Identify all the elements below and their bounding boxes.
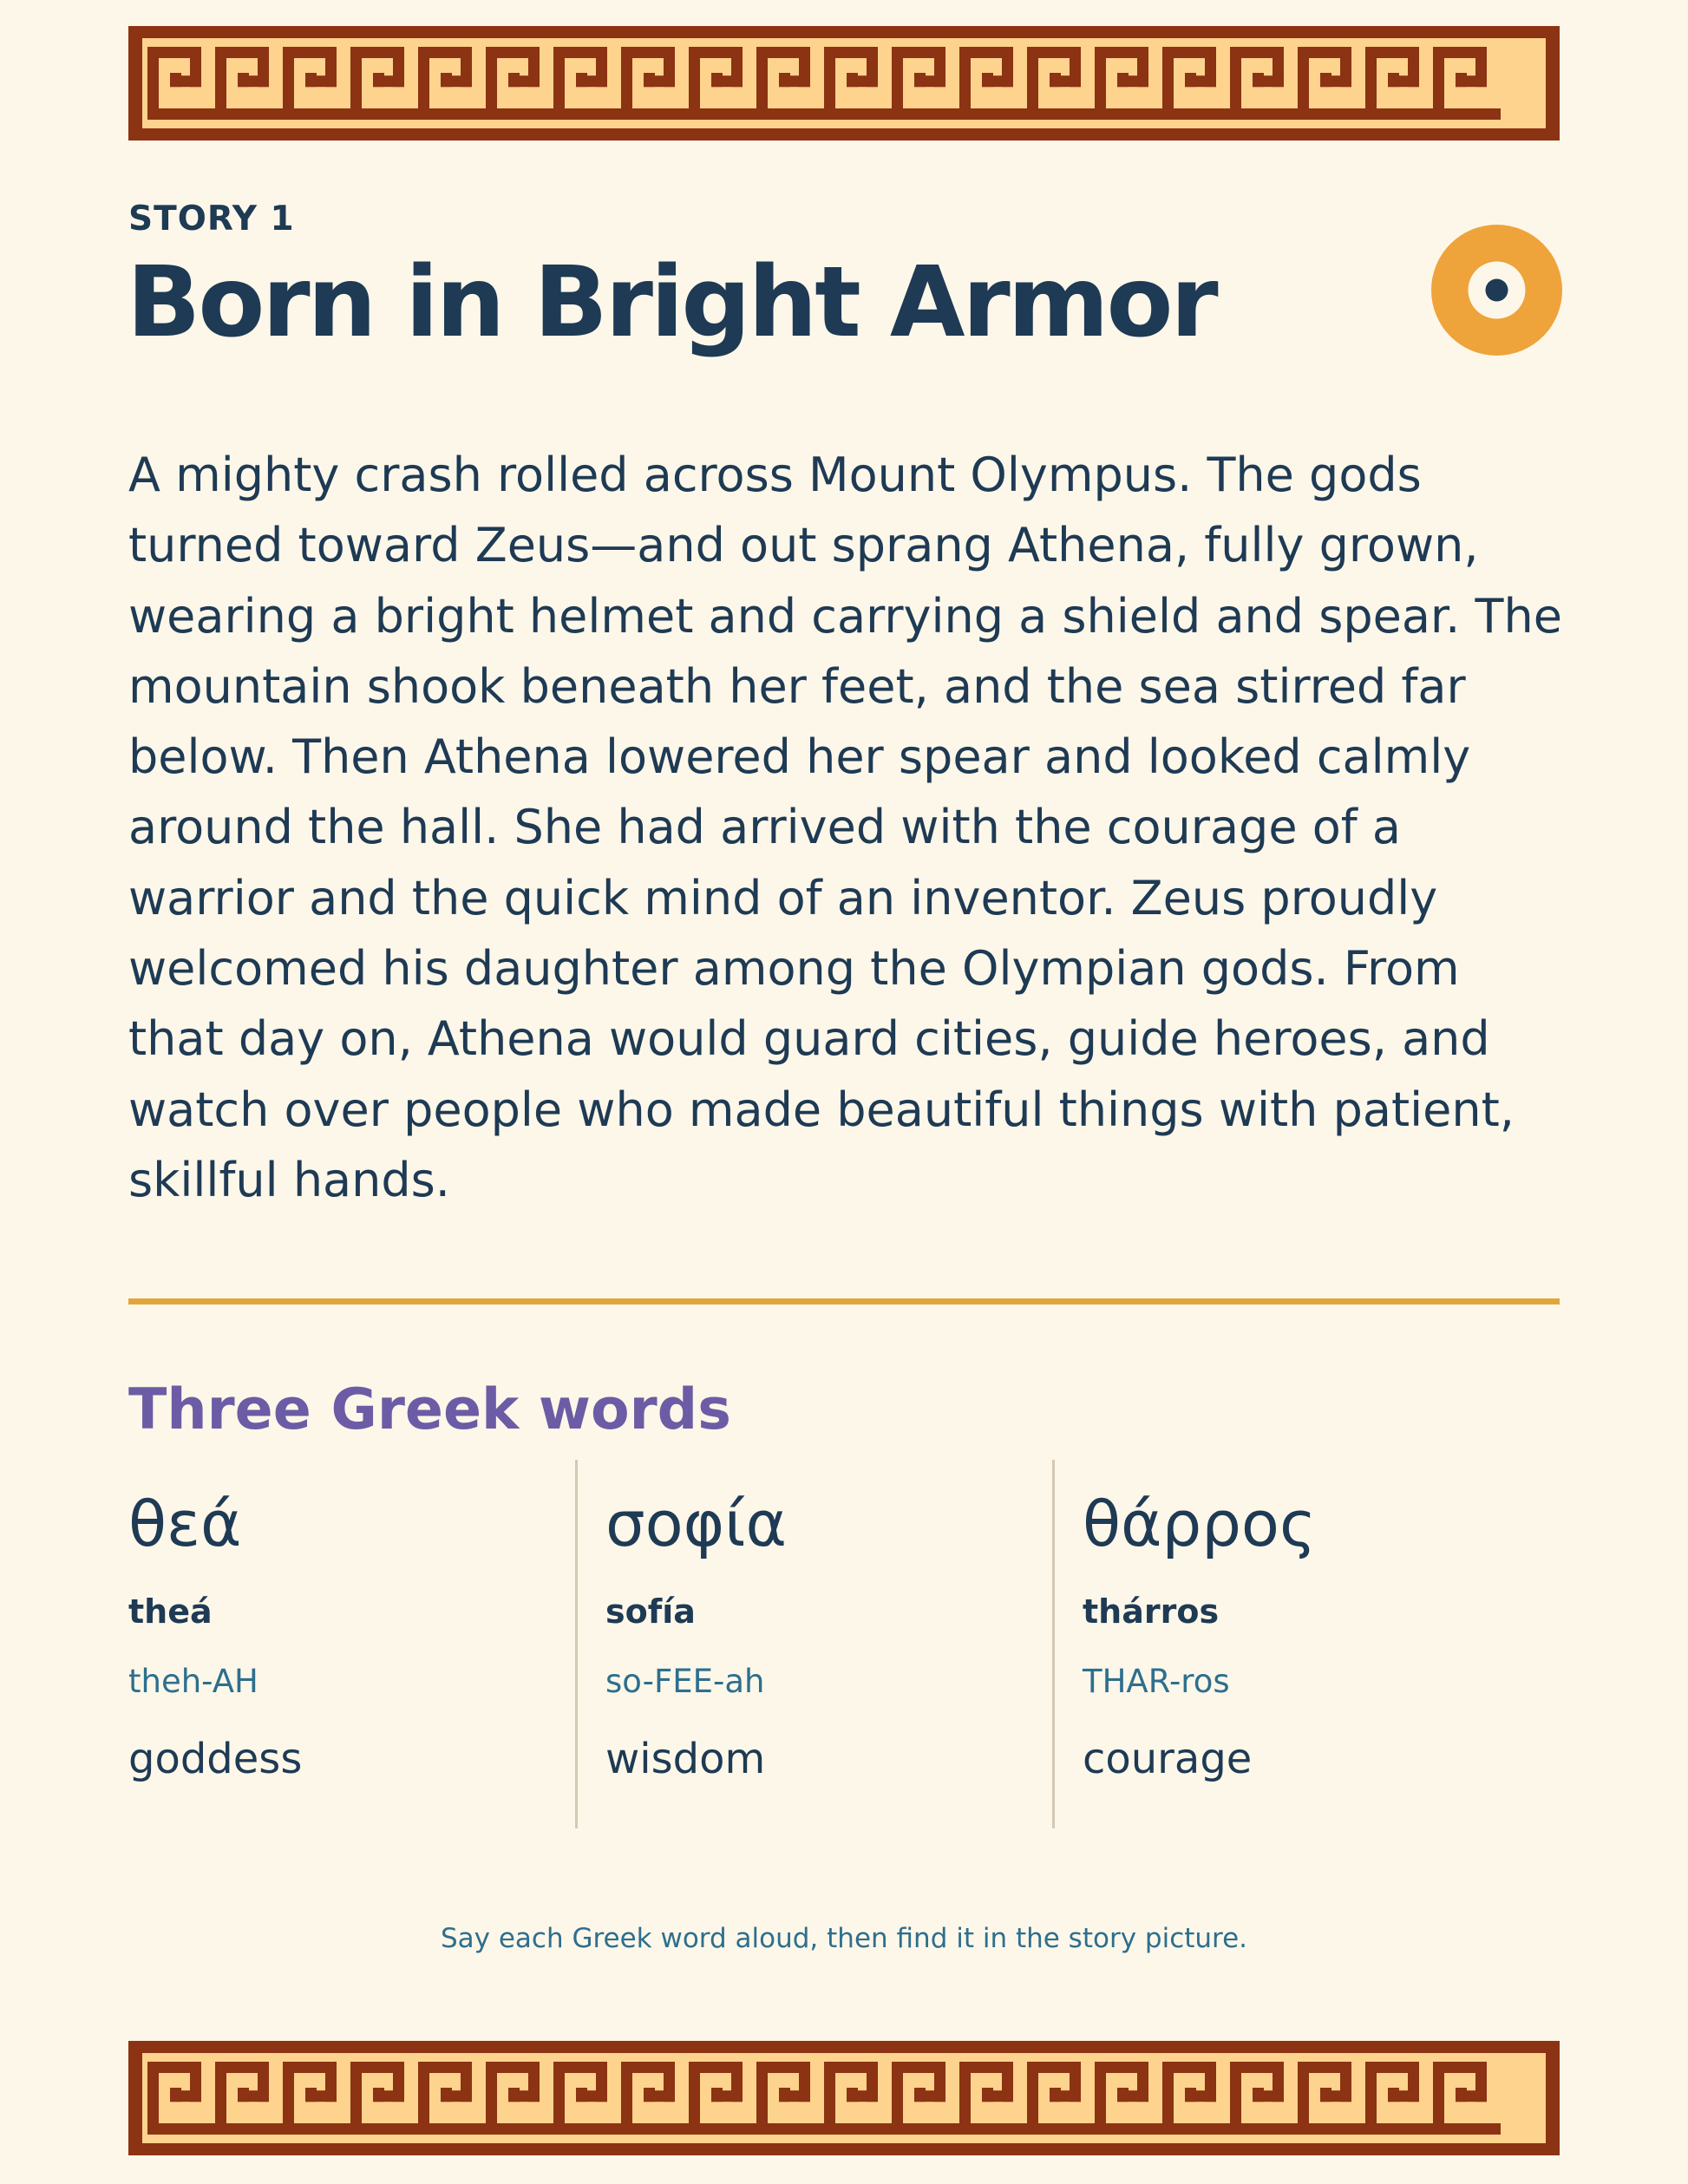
vocabulary-list: [128, 1460, 1560, 1828]
meaning: courage: [1083, 1735, 1253, 1783]
pronunciation: so-FEE-ah: [605, 1663, 765, 1700]
greek-key-border-bottom: [128, 2041, 1560, 2155]
greek-key-border-top: [128, 26, 1560, 141]
greek-word: θεά: [128, 1488, 242, 1560]
transliteration: sofía: [605, 1592, 696, 1631]
story-number: STORY 1: [128, 199, 295, 239]
transliteration: thárros: [1083, 1592, 1220, 1631]
greek-word: θάρρος: [1083, 1488, 1317, 1560]
meaning: wisdom: [605, 1735, 766, 1783]
vocabulary-heading: Three Greek words: [128, 1377, 731, 1442]
story-title: Born in Bright Armor: [127, 246, 1216, 359]
story-text: A mighty crash rolled across Mount Olympus. The gods turned toward Zeus—and out sprang Athena, fully grown, wearing a bright helmet and carrying a shield and spear. The mountain shook beneath her feet, and the sea stirred far below. Then Athena lowered her spear and looked calmly around the hall. She had arrived with the courage of a warrior and the quick mind of an inventor. Zeus proudly welcomed his daughter among the Olympian gods. From that day on, Athena would guard cities, guide heroes, and watch over people who made beautiful things with patient, skillful hands.: [128, 448, 1562, 1207]
eye-icon: [1431, 225, 1562, 356]
vocabulary-card: [1052, 1460, 1562, 1828]
reading-tip: Say each Greek word aloud, then find it in the story picture.: [440, 1923, 1248, 1954]
pronunciation: theh-AH: [128, 1663, 258, 1700]
vocabulary-card: [575, 1460, 1055, 1828]
meaning: goddess: [128, 1735, 303, 1783]
transliteration: theá: [128, 1592, 213, 1631]
vocabulary-card: [128, 1460, 575, 1828]
pronunciation: THAR-ros: [1083, 1663, 1230, 1700]
section-divider: [128, 1298, 1560, 1305]
greek-word: σοφία: [605, 1488, 788, 1560]
